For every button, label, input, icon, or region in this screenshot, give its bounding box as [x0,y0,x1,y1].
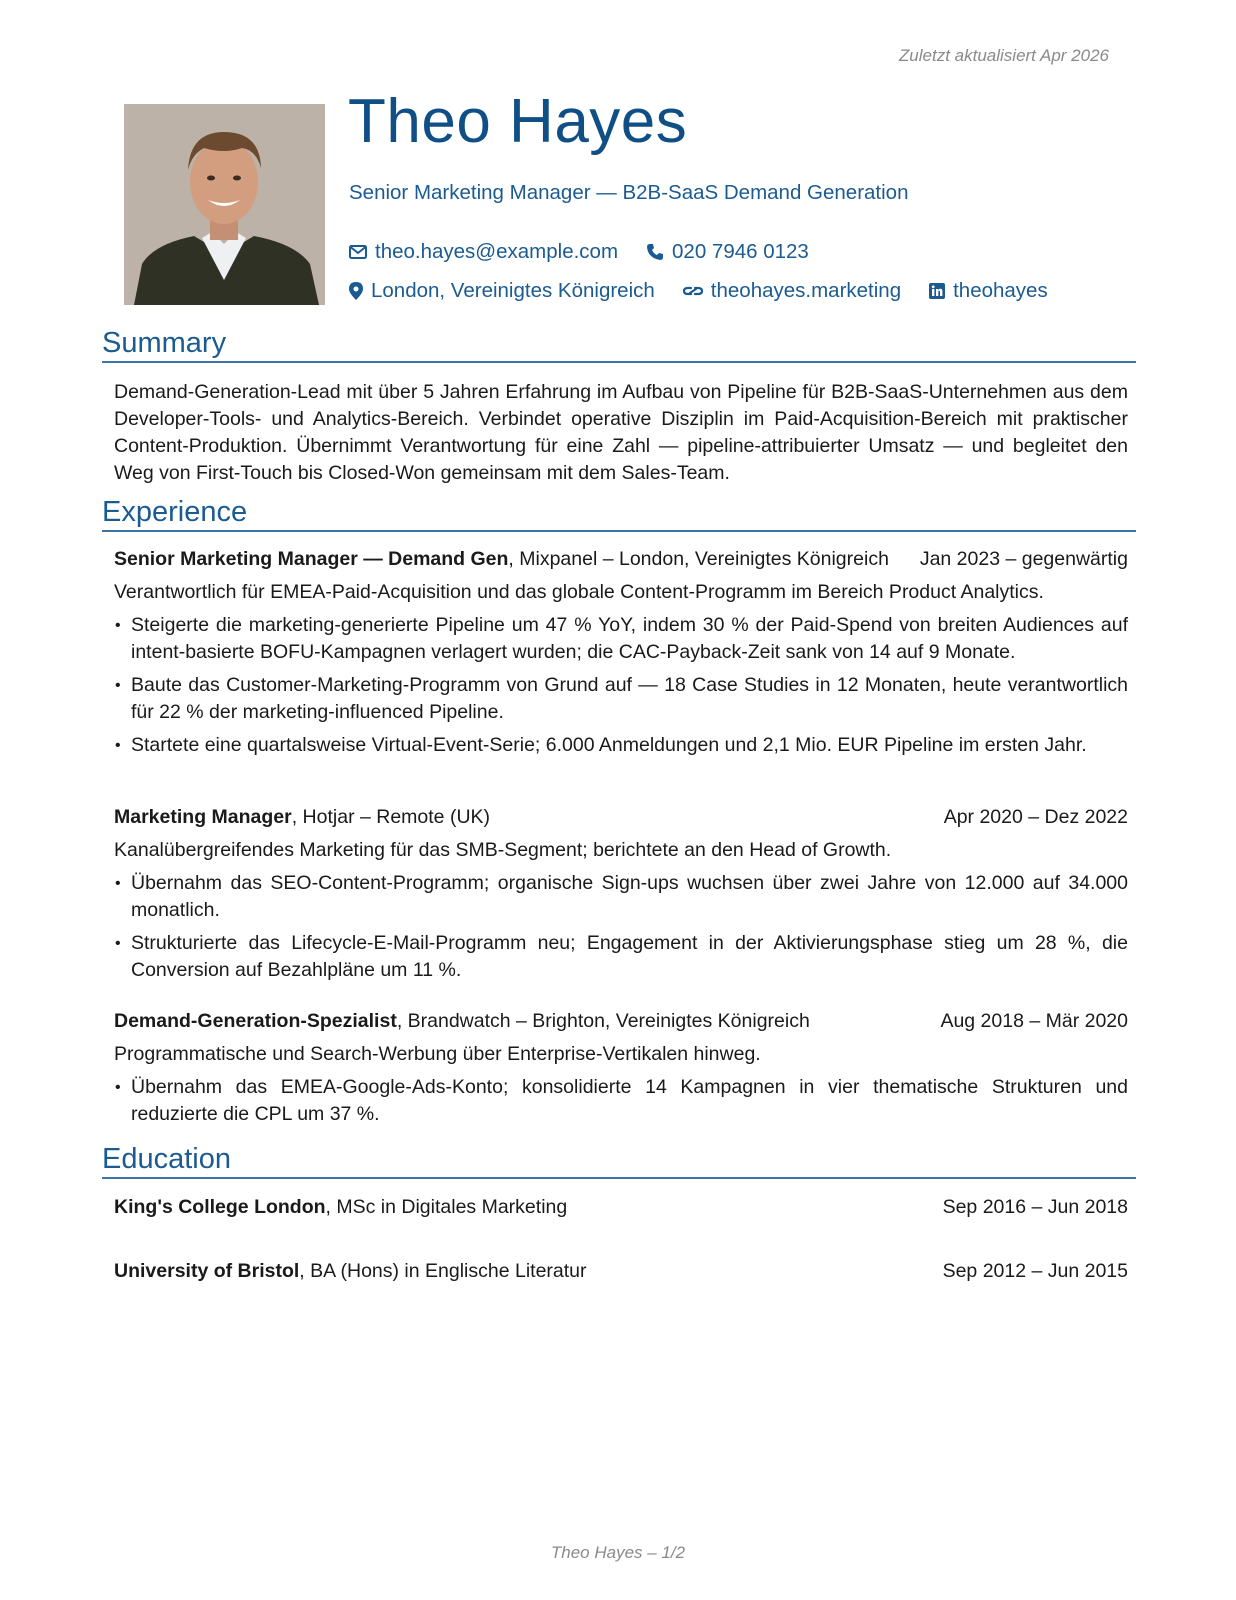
education-entry [114,1196,1128,1219]
job-description: Kanalübergreifendes Marketing für das SMB-Segment; berichtete an den Head of Growth. [114,839,892,861]
job-org: , Brandwatch – Brighton, Vereinigtes Königreich [396,1010,810,1032]
degree: , MSc in Digitales Marketing [325,1196,568,1218]
job-title: Marketing Manager [114,806,292,828]
job-dates: Jan 2023 – gegenwärtig [919,548,1128,570]
experience-entry [114,804,1128,990]
website-link[interactable] [683,279,901,303]
page-footer: Theo Hayes – 1/2 [550,1543,686,1562]
job-org: , Hotjar – Remote (UK) [291,806,491,828]
location-item [349,279,655,303]
section-title-education: Education [102,1143,231,1175]
entry-header [114,804,1128,831]
education-title-line [114,1196,567,1219]
achievement-item: • Steigerte die marketing-generierte Pipeline um 47 % YoY, indem 30 % der Paid-Spend von breiten Audiences auf intent-basierte BOFU-Kampagnen verlagert wurden; die CAC-Payback-Zeit sank von 14 auf 9 Monate. [114,612,1128,666]
phone-text: 020 7946 0123 [672,240,809,263]
experience-entry [114,1008,1128,1134]
link-icon [683,284,703,298]
linkedin-icon [929,283,945,299]
education-entry [114,1260,1128,1283]
experience-entry [114,546,1128,765]
contact-row [349,240,837,264]
entry-header [114,1008,1128,1035]
job-description: Programmatische und Search-Werbung über Enterprise-Vertikalen hinweg. [114,1043,761,1065]
achievement-list [114,612,1128,759]
portrait-image [124,104,325,305]
achievement-item: • Baute das Customer-Marketing-Programm von Grund auf — 18 Case Studies in 12 Monaten, heute verantwortlich für 22 % der marketing-influenced Pipeline. [114,672,1128,726]
section-divider [102,1177,1136,1179]
summary-text: Demand-Generation-Lead mit über 5 Jahren Erfahrung im Aufbau von Pipeline für B2B-SaaS-Unternehmen aus dem Developer-Tools- und Analytics-Bereich. Verbindet operative Disziplin im Paid-Acquisition-Bereich mit praktischer Content-Produktion. Übernimmt Verantwortung für eine Zahl — pipeline-attribuierter Umsatz — und begleitet den Weg von First-Touch bis Closed-Won gemeinsam mit dem Sales-Team. [114,381,1128,484]
education-dates: Sep 2012 – Jun 2015 [942,1260,1128,1282]
school-name: University of Bristol [114,1260,300,1282]
linkedin-text: theohayes [953,279,1048,302]
degree: , BA (Hons) in Englische Literatur [299,1260,587,1282]
email-link[interactable] [349,240,618,264]
achievement-item: • Startete eine quartalsweise Virtual-Event-Serie; 6.000 Anmeldungen und 2,1 Mio. EUR Pipeline im ersten Jahr. [114,732,1128,759]
achievement-list [114,870,1128,984]
school-name: King's College London [114,1196,326,1218]
section-title-experience: Experience [102,496,248,528]
map-pin-icon [349,282,363,300]
job-description: Verantwortlich für EMEA-Paid-Acquisition und das globale Content-Programm im Bereich Product Analytics. [114,581,1044,603]
phone-icon [646,243,664,261]
linkedin-link[interactable] [929,279,1048,303]
website-text: theohayes.marketing [710,279,902,302]
profile-photo [124,104,325,305]
last-updated: Zuletzt aktualisiert Apr 2026 [898,46,1109,65]
section-divider [102,530,1136,532]
job-title: Demand-Generation-Spezialist [114,1010,397,1032]
achievement-item: • Strukturierte das Lifecycle-E-Mail-Programm neu; Engagement in der Aktivierungsphase stieg um 28 %, die Conversion auf Bezahlpläne um 11 %. [114,930,1128,984]
contact-row-2 [349,279,1076,303]
achievement-item: • Übernahm das EMEA-Google-Ads-Konto; konsolidierte 14 Kampagnen in vier thematische Strukturen und reduzierte die CPL um 37 %. [114,1074,1128,1128]
achievement-item: • Übernahm das SEO-Content-Programm; organische Sign-ups wuchsen über zwei Jahre von 12.000 auf 34.000 monatlich. [114,870,1128,924]
job-dates: Apr 2020 – Dez 2022 [943,806,1128,828]
job-title: Senior Marketing Manager — Demand Gen [114,548,509,570]
envelope-icon [349,245,367,259]
education-dates: Sep 2016 – Jun 2018 [942,1196,1128,1218]
section-divider [102,361,1136,363]
entry-header [114,546,1128,573]
section-title-summary: Summary [102,327,227,359]
job-org: , Mixpanel – London, Vereinigtes Königreich [508,548,889,570]
education-title-line [114,1260,587,1283]
location-text: London, Vereinigtes Königreich [371,279,655,302]
headline: Senior Marketing Manager — B2B-SaaS Demand Generation [349,181,909,204]
entry-title-line [114,1008,810,1035]
candidate-name: Theo Hayes [348,87,688,156]
entry-title-line [114,804,490,831]
email-text: theo.hayes@example.com [375,240,619,263]
job-dates: Aug 2018 – Mär 2020 [940,1010,1128,1032]
entry-title-line [114,546,889,573]
achievement-list [114,1074,1128,1128]
phone-link[interactable] [646,240,809,264]
